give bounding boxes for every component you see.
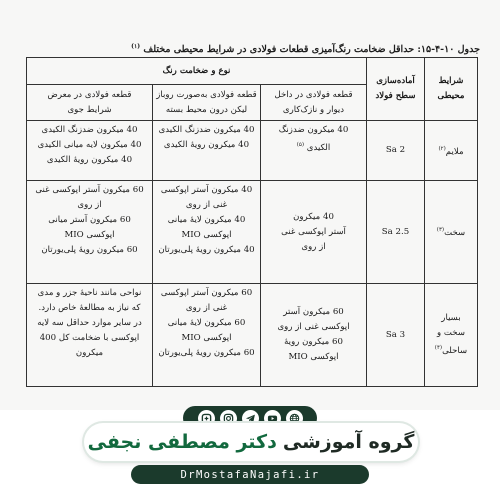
brand-title: گروه آموزشی xyxy=(282,431,415,453)
table-row xyxy=(27,284,478,387)
table-caption xyxy=(18,43,480,55)
header-environment: شرایط محیطی xyxy=(425,58,478,121)
table-row xyxy=(27,181,478,284)
cell-atmospheric: 60 میکرون آستر اپوکسی غنی از روی 60 میکرون آستر میانی اپوکسی MIO 60 میکرون رویهٔ پلی‌یورتان xyxy=(27,181,153,284)
cell-atmospheric: نواحی مانند ناحیهٔ جزر و مدی که نیاز به مطالعهٔ خاص دارد. در سایر موارد حداقل سه لایه اپوکسی با ضخامت کل 400 میکرون xyxy=(27,284,153,387)
cell-atmospheric: 40 میکرون ضدزنگ الکیدی 40 میکرون لایه میانی الکیدی 40 میکرون رویهٔ الکیدی xyxy=(27,121,153,181)
cell-interior: 60 میکرون آستر اپوکسی غنی از روی 60 میکرون رویهٔ اپوکسی MIO xyxy=(261,284,367,387)
cell-exposed: 60 میکرون آستر اپوکسی غنی از روی 60 میکرون لایهٔ میانی اپوکسی MIO 60 میکرون رویهٔ پلی‌یورتان xyxy=(153,284,261,387)
header-exposed: قطعه فولادی به‌صورت روباز لیکن درون محیط بسته xyxy=(153,85,261,121)
brand-name: دکتر مصطفی نجفی xyxy=(87,431,277,453)
caption-ref: (۱) xyxy=(131,43,141,50)
cell-interior: 40 میکرون ضدزنگ الکیدی $^{(۵)}$ xyxy=(261,121,367,181)
cell-prep: Sa 2.5 xyxy=(367,181,425,284)
header-interior: قطعه فولادی در داخل دیوار و نازک‌کاری xyxy=(261,85,367,121)
cell-interior: 40 میکرون آستر اپوکسی غنی از روی xyxy=(261,181,367,284)
header-atmospheric: قطعه فولادی در معرض شرایط جوی xyxy=(27,85,153,121)
coating-thickness-table xyxy=(26,57,478,387)
brand-banner xyxy=(84,423,418,461)
header-paint-group: نوع و ضخامت رنگ xyxy=(27,58,367,85)
table-row xyxy=(27,121,478,181)
header-surface-prep: آماده‌سازی سطح فولاد xyxy=(367,58,425,121)
cell-environment: بسیار سخت و ساحلی$^{(۴)}$ xyxy=(425,284,478,387)
caption-text: جدول ۱۰-۴-۱۵: حداقل ضخامت رنگ‌آمیزی قطعات فولادی در شرایط محیطی مختلف xyxy=(143,44,480,56)
cell-environment: ملایم$^{(۲)}$ xyxy=(425,121,478,181)
cell-prep: Sa 3 xyxy=(367,284,425,387)
cell-exposed: 40 میکرون آستر اپوکسی غنی از روی 40 میکرون لایهٔ میانی اپوکسی MIO 40 میکرون رویهٔ پلی‌یورتان xyxy=(153,181,261,284)
website-link[interactable]: DrMostafaNajafi.ir xyxy=(131,465,369,484)
cell-environment: سخت$^{(۳)}$ xyxy=(425,181,478,284)
cell-prep: Sa 2 xyxy=(367,121,425,181)
cell-exposed: 40 میکرون ضدزنگ الکیدی 40 میکرون رویهٔ الکیدی xyxy=(153,121,261,181)
